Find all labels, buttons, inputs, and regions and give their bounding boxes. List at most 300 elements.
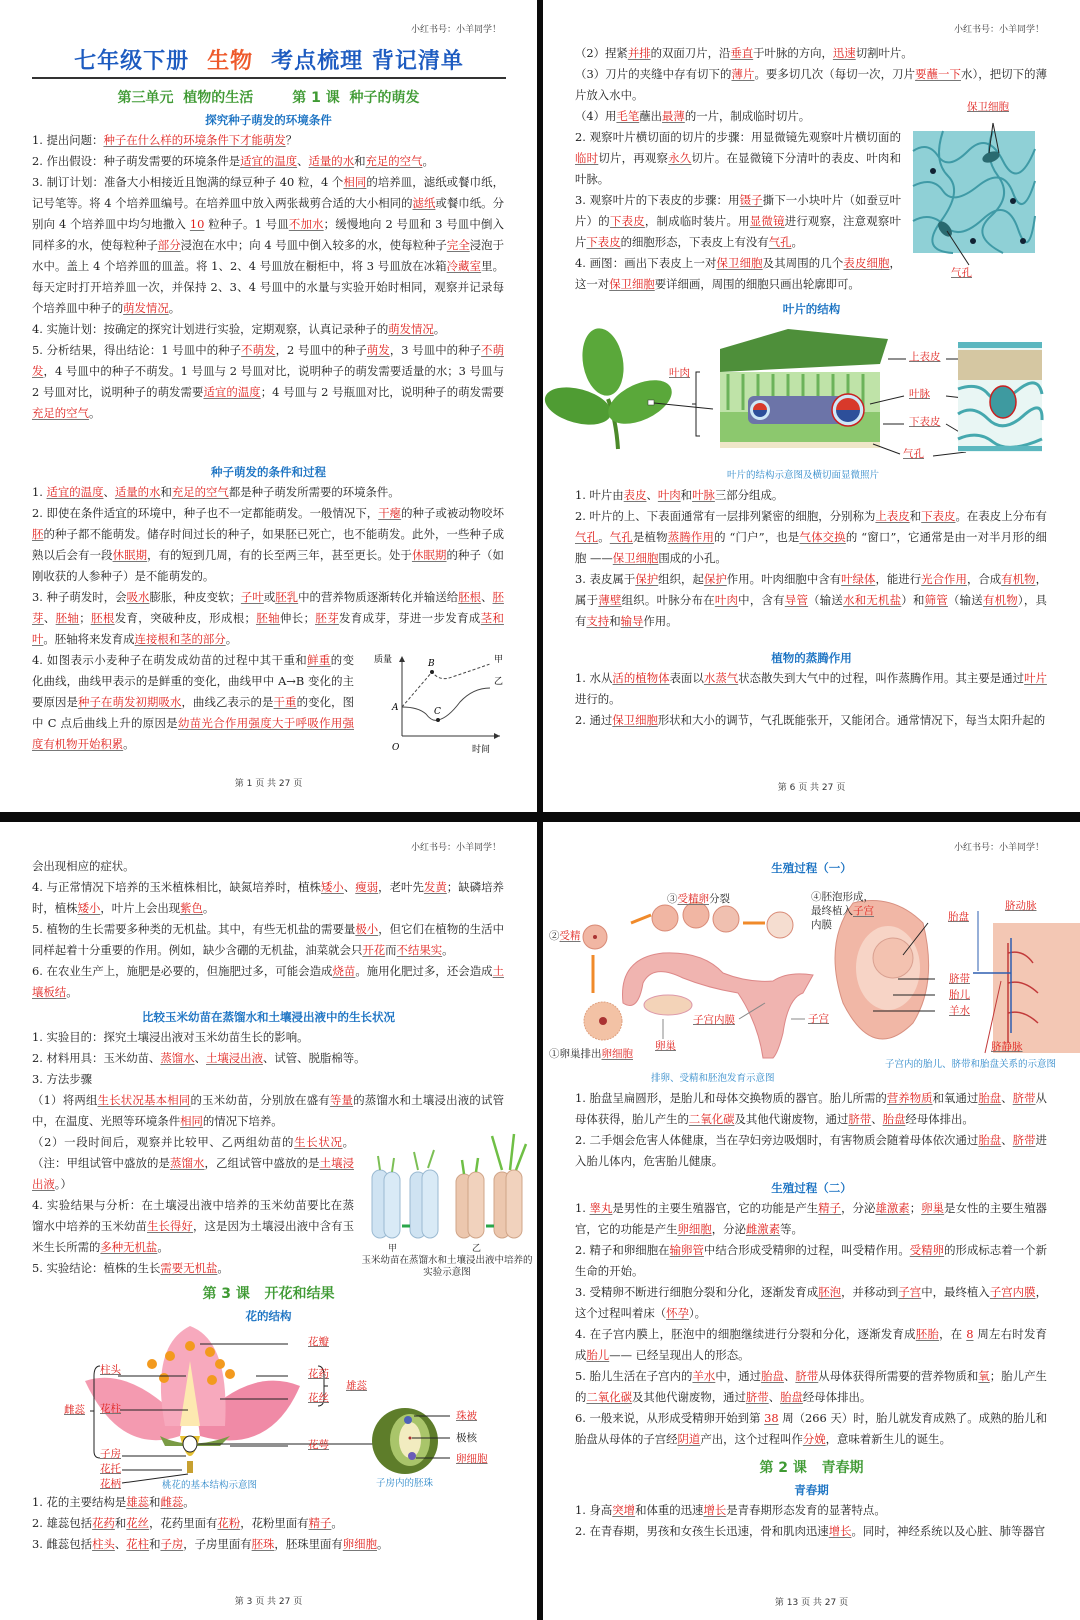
page-6 bbox=[543, 0, 1080, 812]
text-segment: 、 bbox=[768, 1390, 781, 1404]
paragraph bbox=[575, 1198, 1047, 1240]
text-segment: ，合成 bbox=[966, 572, 1002, 586]
text-segment: 。） bbox=[54, 1177, 72, 1191]
text-segment: 浸泡于水中。盖上 4 个培养皿的皿盖。将 1、2、4 号皿放在橱柜中，将 3 号皿放在冰箱 bbox=[32, 238, 504, 273]
section-heading: 花的结构 bbox=[245, 1309, 292, 1323]
text-segment: （2）捏紧 bbox=[575, 46, 628, 60]
section-heading: 植物的蒸腾作用 bbox=[771, 651, 852, 665]
uterus-term: 子宫 bbox=[853, 905, 874, 917]
answer-blank: 保卫细胞 bbox=[612, 713, 658, 727]
text-segment: ）。 bbox=[688, 1306, 707, 1320]
ovary-label: 卵巢 bbox=[655, 1040, 676, 1052]
text-segment: 。 bbox=[598, 530, 610, 544]
paragraph bbox=[32, 1048, 504, 1069]
text-segment: ，分泌 bbox=[841, 1201, 876, 1215]
step-text: ④胚泡形成， bbox=[811, 891, 874, 903]
answer-blank: 不结果实 bbox=[396, 943, 443, 957]
answer-blank: 鲜重 bbox=[307, 653, 331, 667]
answer-blank: 极小 bbox=[355, 922, 379, 936]
page-footer: 第 6 页 共 27 页 bbox=[777, 783, 846, 793]
answer-blank: 雄蕊 bbox=[126, 1495, 150, 1509]
text-segment: 5. 实验结论：植株的生长 bbox=[32, 1261, 161, 1275]
answer-blank: 38 bbox=[764, 1411, 779, 1425]
answer-blank: 茎和叶 bbox=[32, 611, 504, 646]
mass-time-graph bbox=[376, 652, 506, 756]
text-segment: 。 bbox=[433, 322, 446, 336]
text-segment: 。 bbox=[376, 1537, 389, 1551]
text-segment: 。 bbox=[202, 901, 215, 915]
answer-blank: 土壤浸出液 bbox=[206, 1051, 263, 1065]
paragraph bbox=[32, 1492, 504, 1513]
text-segment: 5. 分析结果，得出结论：1 号皿中的种子 bbox=[32, 343, 242, 357]
petal-label: 花瓣 bbox=[308, 1336, 329, 1348]
pistil-label: 雌蕊 bbox=[64, 1404, 85, 1416]
text-segment: ，但它们在植物的生活中同样起着十分重要的作用。例如，缺少含硼的无机盐，油菜就会只 bbox=[32, 922, 504, 957]
answer-blank: 休眠期 bbox=[112, 548, 148, 562]
answer-blank: 显微镜 bbox=[749, 214, 785, 228]
text-segment: 、 bbox=[1001, 1091, 1013, 1105]
answer-blank: 输卵管 bbox=[669, 1243, 704, 1257]
step-text: ①卵巢排出 bbox=[549, 1048, 602, 1060]
text-segment: 和 bbox=[680, 488, 693, 502]
answer-blank: 花药 bbox=[92, 1516, 115, 1530]
text-segment: ，胚珠里面有 bbox=[274, 1537, 343, 1551]
step-number: ② bbox=[549, 930, 560, 942]
answer-blank: 完全 bbox=[446, 238, 470, 252]
text-segment: 3. 受精卵不断进行细胞分裂和分化，逐渐发育成 bbox=[575, 1285, 819, 1299]
text-segment: 围成的小孔。 bbox=[658, 551, 727, 565]
answer-blank: 脐带 bbox=[795, 1369, 819, 1383]
text-segment: 、 bbox=[343, 880, 356, 894]
paragraph bbox=[575, 43, 1047, 64]
text-segment: 粒种子。1 号皿 bbox=[204, 217, 289, 231]
answer-blank: 胚胎 bbox=[915, 1327, 940, 1341]
text-segment: 。 bbox=[791, 235, 803, 249]
text-segment: 表面以 bbox=[669, 671, 704, 685]
text-segment: 从母体获得，胎儿产生的 bbox=[575, 1091, 1047, 1126]
answer-blank: 不萌发 bbox=[32, 343, 504, 378]
text-segment: 2. 叶片的上、下表面通常有一层排列紧密的细胞，分别称为 bbox=[575, 509, 876, 523]
answer-blank: 等量 bbox=[329, 1093, 354, 1107]
text-segment: 、 bbox=[103, 485, 115, 499]
cleavage-label bbox=[667, 893, 730, 906]
text-segment: （2）一段时间后，观察并比较甲、乙两组幼苗的 bbox=[32, 1135, 295, 1149]
answer-blank: 下表皮 bbox=[586, 235, 621, 249]
text-segment: 都是种子萌发所需要的环境条件。 bbox=[228, 485, 400, 499]
text-segment: 从母体获得所需要的营养物质和 bbox=[818, 1369, 979, 1383]
paragraph bbox=[32, 319, 504, 340]
text-segment: 2. 二手烟会危害人体健康，当在孕妇旁边吸烟时，有害物质会随着母体依次通过 bbox=[575, 1133, 979, 1147]
text-segment: 4. 实验结果与分析：在土壤浸出液中培养的玉米幼苗要比在蒸馏水中培养的玉米幼苗 bbox=[32, 1198, 354, 1233]
answer-blank: 胎盘 bbox=[882, 1112, 906, 1126]
text-segment: 、 bbox=[646, 488, 658, 502]
answer-blank: 气孔 bbox=[609, 530, 633, 544]
text-segment: 。（注：甲组试管中盛放的是 bbox=[32, 1135, 354, 1170]
paragraph bbox=[575, 64, 1047, 106]
text-segment: 、 bbox=[194, 1051, 206, 1065]
text-segment: 。胚轴将来发育成 bbox=[43, 632, 135, 646]
paragraph bbox=[32, 482, 504, 503]
text-segment: 经母体排出。 bbox=[905, 1112, 974, 1126]
page-content bbox=[543, 858, 1080, 1542]
answer-blank: 土壤板结 bbox=[32, 964, 504, 999]
answer-blank: 蒸馏水 bbox=[170, 1156, 205, 1170]
text-segment: 3. 观察叶片的下表皮的步骤：用 bbox=[575, 193, 740, 207]
text-segment: 或 bbox=[263, 590, 276, 604]
text-segment: 及其周围的几个 bbox=[762, 256, 844, 270]
paragraph bbox=[32, 919, 504, 961]
answer-blank: 叶脉 bbox=[692, 488, 715, 502]
text-segment: ，曲线乙表示的是 bbox=[181, 695, 274, 709]
point-c bbox=[436, 718, 440, 722]
style-label: 花柱 bbox=[100, 1403, 121, 1415]
page-13 bbox=[543, 822, 1080, 1620]
unit-heading: 第三单元 植物的生活 第 1 课 种子的萌发 bbox=[117, 90, 420, 106]
answer-blank: 开花 bbox=[362, 943, 386, 957]
text-segment: 、 bbox=[43, 611, 56, 625]
answer-blank: 萌发情况 bbox=[388, 322, 434, 336]
egg-cell-label: 卵细胞 bbox=[456, 1453, 488, 1465]
paragraph bbox=[575, 127, 901, 190]
answer-blank: 胎盘 bbox=[761, 1369, 784, 1383]
ovulation-label bbox=[549, 1048, 633, 1061]
text-segment: 4. 如图表示小麦种子在萌发成幼苗的过程中其干重和 bbox=[32, 653, 308, 667]
reproduction-figure bbox=[543, 878, 1080, 1088]
paragraph bbox=[32, 503, 504, 587]
text-segment: 于叶脉的方向， bbox=[753, 46, 833, 60]
answer-blank: 保卫细胞 bbox=[612, 551, 659, 565]
receptacle-label: 花托 bbox=[100, 1463, 121, 1475]
text-segment: 而 bbox=[385, 943, 397, 957]
lesson-heading: 第 2 课 青春期 bbox=[759, 1460, 864, 1476]
answer-blank: 雌蕊 bbox=[160, 1495, 184, 1509]
text-segment: 里。每天定时打开培养皿一次，并保持 2、3、4 号皿中的水量与实验开始时相同，观察并记录每个培养皿中种子的 bbox=[32, 259, 504, 315]
answer-blank: 阴道 bbox=[677, 1432, 701, 1446]
paragraph bbox=[575, 1088, 1047, 1130]
page-footer: 第 1 页 共 27 页 bbox=[234, 779, 303, 789]
curve-yi bbox=[402, 688, 490, 720]
answer-blank: 叶肉 bbox=[714, 593, 739, 607]
text-segment: （输送 bbox=[808, 593, 844, 607]
paragraph-group bbox=[32, 856, 504, 1003]
answer-blank: 相同 bbox=[180, 1114, 203, 1128]
polar-nuclei-label: 极核 bbox=[456, 1432, 477, 1444]
text-segment: 1. 胎盘呈扁圆形，是胎儿和母体交换物质的器官。胎儿所需的 bbox=[575, 1091, 887, 1105]
text-segment: 作用。 bbox=[643, 614, 678, 628]
text-segment: 。 bbox=[123, 737, 135, 751]
text-segment: 3. 雌蕊包括 bbox=[32, 1537, 93, 1551]
text-segment: 。同时，神经系统以及心脏、肺等器官 bbox=[851, 1524, 1046, 1538]
page-header: 小红书号：小羊同学！ bbox=[953, 843, 1044, 853]
answer-blank: 卵细胞 bbox=[677, 1222, 712, 1236]
answer-blank: 花丝 bbox=[126, 1516, 150, 1530]
answer-blank: 瘦弱 bbox=[355, 880, 379, 894]
answer-blank: 适宜的温度 bbox=[203, 385, 261, 399]
answer-blank: 干瘪 bbox=[378, 506, 402, 520]
text-segment: 和 bbox=[149, 1537, 161, 1551]
ovary-label: 子房 bbox=[100, 1448, 121, 1460]
answer-blank: 分娩 bbox=[802, 1432, 826, 1446]
graph-figure bbox=[376, 650, 506, 756]
answer-blank: 精子 bbox=[818, 1201, 842, 1215]
answer-blank: 胚根 bbox=[458, 590, 482, 604]
text-segment: 的变化，图中 C 点后曲线上升的原因是 bbox=[32, 695, 354, 730]
text-segment: 3. 表皮属于 bbox=[575, 572, 636, 586]
text-segment: 切片。在显微镜下分清叶的表皮、叶肉和叶脉。 bbox=[575, 151, 901, 186]
answer-blank: 子宫内膜 bbox=[989, 1285, 1036, 1299]
paragraph bbox=[32, 1195, 354, 1258]
text-segment: 。 bbox=[331, 1516, 343, 1530]
text-segment: 4. 画图：画出下表皮上一对 bbox=[575, 256, 717, 270]
paragraph bbox=[32, 961, 504, 1003]
text-segment: —— 已经呈现出人的形态。 bbox=[609, 1348, 750, 1362]
group-yi-label: 乙 bbox=[472, 1244, 482, 1254]
paragraph-group bbox=[575, 127, 901, 253]
text-segment: 和 bbox=[160, 485, 172, 499]
text-segment: ，叶片上会出现 bbox=[100, 901, 181, 915]
paragraph bbox=[32, 1513, 504, 1534]
paragraph bbox=[575, 506, 1047, 569]
step-text: 分裂 bbox=[709, 893, 730, 905]
answer-blank: 10 bbox=[189, 217, 205, 231]
answer-blank: 筛管 bbox=[924, 593, 948, 607]
title-grade: 七年级下册 bbox=[74, 49, 190, 74]
paragraph bbox=[575, 1282, 1047, 1324]
text-segment: 6. 一般来说，从形成受精卵开始到第 bbox=[575, 1411, 765, 1425]
section-heading: 叶片的结构 bbox=[782, 302, 841, 316]
leaf-structure-figure bbox=[543, 319, 1080, 485]
paragraph bbox=[575, 1521, 1047, 1542]
text-segment: 的蒸馏水和土壤浸出液的试管中，在温度、光照等环境条件 bbox=[32, 1093, 504, 1128]
leaf-cross-section-3d bbox=[720, 329, 888, 448]
answer-blank: 适量的水 bbox=[114, 485, 161, 499]
text-segment: 1. 提出问题： bbox=[32, 133, 104, 147]
answer-blank: 氧 bbox=[978, 1369, 990, 1383]
curve-yi-label: 乙 bbox=[494, 677, 504, 687]
answer-blank: 矮小 bbox=[320, 880, 344, 894]
text-segment: ；4 号皿与 2 号瓶皿对比，说明种子的萌发需要 bbox=[260, 385, 504, 399]
answer-blank: 迅速 bbox=[832, 46, 856, 60]
paragraph-group bbox=[575, 43, 1047, 127]
text-segment: 。 bbox=[422, 154, 434, 168]
x-axis-label: 时间 bbox=[472, 745, 491, 755]
paragraph-group bbox=[32, 1132, 354, 1279]
text-segment: ，花药里面有 bbox=[149, 1516, 218, 1530]
text-segment: 组织，起 bbox=[658, 572, 704, 586]
answer-blank: 紫色 bbox=[180, 901, 203, 915]
answer-blank: 光合作用 bbox=[921, 572, 967, 586]
text-segment: 周（266 天）时，胎儿就发育成熟了。成熟的胎儿和胎盘从母体的子宫经 bbox=[575, 1411, 1047, 1446]
text-segment: 切片，再观察 bbox=[598, 151, 669, 165]
text-segment: 的玉米幼苗，分别放在盛有 bbox=[190, 1093, 330, 1107]
title-topic: 考点梳理 背记清单 bbox=[271, 49, 464, 74]
paragraph bbox=[32, 856, 504, 877]
text-segment: 经母体排出。 bbox=[802, 1390, 872, 1404]
answer-blank: 需要无机盐 bbox=[160, 1261, 218, 1275]
text-segment: 进入胎儿体内，危害胎儿健康。 bbox=[575, 1133, 1047, 1168]
answer-blank: 充足的空气 bbox=[171, 485, 229, 499]
text-segment: ）和 bbox=[901, 593, 925, 607]
answer-blank: 矮小 bbox=[77, 901, 101, 915]
figure-caption: 子房内的胚珠 bbox=[376, 1478, 434, 1489]
text-segment: ； bbox=[909, 1201, 922, 1215]
stomata-micrograph bbox=[913, 131, 1035, 253]
answer-blank: 充足的空气 bbox=[365, 154, 423, 168]
text-segment: 的变化曲线，曲线甲表示的是鲜重的变化，曲线甲中 A→B 变化的主要原因是 bbox=[32, 653, 354, 709]
text-segment: ，有的短到几周，有的长至两三年，甚至更长。处于 bbox=[147, 548, 412, 562]
answer-blank: 生长状况 bbox=[294, 1135, 343, 1149]
answer-blank: 叶片 bbox=[1024, 671, 1047, 685]
text-segment: 、 bbox=[1001, 1133, 1013, 1147]
axis-arrows bbox=[399, 656, 500, 739]
text-segment: 2. 通过 bbox=[575, 713, 613, 727]
text-segment: 伸长； bbox=[279, 611, 315, 625]
text-segment: 切割叶片。 bbox=[855, 46, 913, 60]
paragraph bbox=[575, 1408, 1047, 1450]
paragraph bbox=[575, 1366, 1047, 1408]
answer-blank: 胚芽 bbox=[32, 590, 504, 625]
umbilical-artery-label: 脐动脉 bbox=[1005, 900, 1037, 912]
text-segment: ；缺磷培养时，植株 bbox=[32, 880, 504, 915]
paragraph-group bbox=[575, 1500, 1047, 1542]
answer-blank: 胚轴 bbox=[55, 611, 80, 625]
text-segment: 和 bbox=[149, 1495, 161, 1509]
answer-blank: 连接根和茎的部分 bbox=[134, 632, 226, 646]
answer-blank: 有机物 bbox=[1001, 572, 1036, 586]
paragraph bbox=[575, 485, 1047, 506]
zygote-label: 受精卵 bbox=[677, 893, 709, 905]
answer-blank: 保护 bbox=[635, 572, 659, 586]
text-segment: 2. 在青春期，男孩和女孩生长迅速，骨和肌肉迅速 bbox=[575, 1524, 829, 1538]
answer-blank: 种子在萌发初期吸水 bbox=[78, 695, 182, 709]
page-content bbox=[543, 43, 1080, 731]
text-segment: 的情况下培养。 bbox=[202, 1114, 283, 1128]
text-segment: ，花粉里面有 bbox=[240, 1516, 309, 1530]
text-segment: 1. 花的主要结构是 bbox=[32, 1495, 127, 1509]
answer-blank: 发黄 bbox=[423, 880, 447, 894]
page-header: 小红书号：小羊同学！ bbox=[953, 25, 1044, 35]
lesson-heading: 第 3 课 开花和结果 bbox=[202, 1286, 335, 1302]
section-heading: 青春期 bbox=[794, 1483, 829, 1497]
text-segment: 。 bbox=[157, 1240, 169, 1254]
mesophyll-label: 叶肉 bbox=[669, 367, 690, 379]
blastocyst-label bbox=[811, 890, 874, 932]
answer-blank: 水和无机盐 bbox=[843, 593, 902, 607]
text-segment: 三部分组成。 bbox=[714, 488, 784, 502]
answer-blank: 增长 bbox=[703, 1503, 727, 1517]
page-footer: 第 13 页 共 27 页 bbox=[774, 1598, 849, 1608]
text-segment: 的 “门户”，也是 bbox=[714, 530, 800, 544]
answer-blank: 气孔 bbox=[575, 530, 599, 544]
text-segment: 4. 实施计划：按确定的探究计划进行实验，定期观察，认真记录种子的 bbox=[32, 322, 389, 336]
vein-label: 叶脉 bbox=[909, 388, 930, 400]
answer-blank: 支持 bbox=[586, 614, 610, 628]
answer-blank: 不加水 bbox=[288, 217, 324, 231]
leaf-micrograph bbox=[958, 342, 1042, 452]
answer-blank: 子叶 bbox=[240, 590, 264, 604]
answer-blank: 胎盘 bbox=[978, 1133, 1002, 1147]
text-segment: 中，最终植入 bbox=[921, 1285, 990, 1299]
answer-blank: 上表皮 bbox=[875, 509, 910, 523]
answer-blank: 脐带 bbox=[848, 1112, 872, 1126]
answer-blank: 滤纸 bbox=[412, 196, 436, 210]
section-heading: 探究种子萌发的环境条件 bbox=[205, 113, 332, 127]
answer-blank: 气体交换 bbox=[799, 530, 846, 544]
text-segment: 进行观察，注意观察叶片 bbox=[575, 214, 901, 249]
answer-blank: 叶绿体 bbox=[841, 572, 876, 586]
answer-blank: 适量的水 bbox=[308, 154, 355, 168]
paragraph bbox=[575, 190, 901, 253]
paragraph-group bbox=[575, 253, 901, 295]
step-text: 内膜 bbox=[811, 919, 832, 931]
text-segment: 2. 作出假设：种子萌发需要的环境条件是 bbox=[32, 154, 241, 168]
text-segment: 6. 在农业生产上，施肥是必要的，但施肥过多，可能会造成 bbox=[32, 964, 333, 978]
text-segment: 组织。叶脉分布在 bbox=[621, 593, 715, 607]
text-segment: 中，含有 bbox=[738, 593, 785, 607]
text-segment: ？ bbox=[285, 133, 298, 147]
section-heading: 比较玉米幼苗在蒸馏水和土壤浸出液中的生长状况 bbox=[142, 1010, 395, 1024]
text-segment: ，3 号皿中的种子 bbox=[389, 343, 482, 357]
paragraph bbox=[575, 1240, 1047, 1282]
answer-blank: 卵巢 bbox=[921, 1201, 945, 1215]
paragraph-group bbox=[32, 650, 354, 755]
stoma-label: 气孔 bbox=[903, 448, 924, 460]
answer-blank: 胚 bbox=[32, 527, 44, 541]
text-segment: 的 “窗口”，它通常是由一对半月形的细胞 —— bbox=[575, 530, 1047, 565]
text-segment: 。 bbox=[168, 301, 181, 315]
text-segment: 2. 即使在条件适宜的环境中，种子也不一定都能萌发。一般情况下， bbox=[32, 506, 379, 520]
text-segment: 及其他代谢废物，通过 bbox=[734, 1112, 849, 1126]
text-segment: 。 bbox=[88, 406, 101, 420]
text-segment: 是青春期形态发育的显著特点。 bbox=[726, 1503, 886, 1517]
answer-blank: 要蘸一下 bbox=[915, 67, 961, 81]
answer-blank: 脐带 bbox=[1012, 1133, 1036, 1147]
answer-blank: 子宫 bbox=[898, 1285, 922, 1299]
answer-blank: 胎盘 bbox=[780, 1390, 803, 1404]
paragraph bbox=[575, 710, 1047, 731]
answer-blank: 胚泡 bbox=[818, 1285, 842, 1299]
point-b bbox=[430, 670, 434, 674]
text-segment: 状态散失到大气中的过程，叫作蒸腾作用。其主要是通过 bbox=[738, 671, 1025, 685]
text-segment: 的双面刀片，沿 bbox=[650, 46, 731, 60]
text-segment: ，子房里面有 bbox=[183, 1537, 252, 1551]
stomata-figure bbox=[901, 101, 1051, 287]
text-segment: 3. 种子萌发时，会 bbox=[32, 590, 127, 604]
text-segment: ，这一对 bbox=[575, 256, 901, 291]
text-segment: ，老叶先 bbox=[378, 880, 424, 894]
tubes-figure bbox=[358, 1132, 536, 1280]
fetus-label: 胎儿 bbox=[949, 989, 970, 1001]
point-c-label: C bbox=[434, 707, 441, 717]
paragraph bbox=[32, 1132, 354, 1195]
text-segment: 膨胀，种皮变软； bbox=[149, 590, 241, 604]
text-segment: 2. 雄蕊包括 bbox=[32, 1516, 93, 1530]
placenta-label: 胎盘 bbox=[948, 911, 969, 923]
umbilical-cord-label: 脐带 bbox=[949, 973, 970, 985]
step-number: ③ bbox=[667, 893, 678, 905]
answer-blank: 表皮细胞 bbox=[843, 256, 890, 270]
text-segment: 撕下一小块叶片（如蚕豆叶片）的 bbox=[575, 193, 901, 228]
answer-blank: 适宜的温度 bbox=[46, 485, 104, 499]
egg-cell-term: 卵细胞 bbox=[601, 1048, 633, 1060]
text-segment: ，属于 bbox=[575, 572, 1047, 607]
stamen-label: 雄蕊 bbox=[346, 1380, 367, 1392]
text-segment: 、 bbox=[871, 1112, 883, 1126]
text-segment: 2. 材料用具：玉米幼苗、 bbox=[32, 1051, 161, 1065]
leaf-icon bbox=[543, 325, 713, 449]
paragraph bbox=[32, 151, 504, 172]
page-header: 小红书号：小羊同学！ bbox=[410, 843, 501, 853]
